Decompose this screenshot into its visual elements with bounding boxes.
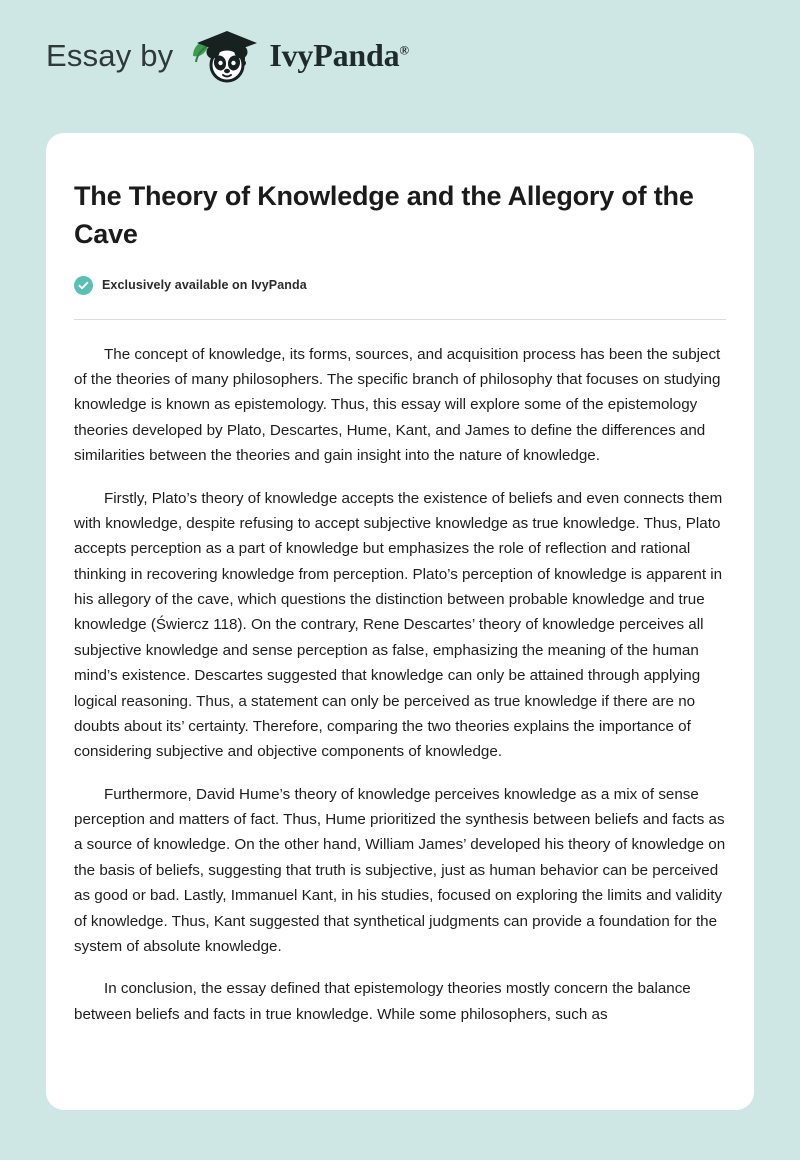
paragraph: In conclusion, the essay defined that epistemology theories mostly concern the balance between beliefs and facts in true knowledge. While some philosophers, such as (74, 980, 691, 1023)
brand-name (269, 37, 409, 74)
header-prefix-text: Essay by (46, 37, 174, 73)
brand-name-text: IvyPanda (269, 36, 400, 73)
status-badge-label: Exclusively available on IvyPanda (102, 278, 307, 293)
status-badge (74, 276, 726, 295)
essay-body (74, 342, 726, 1027)
site-header (0, 0, 800, 72)
check-circle-icon (74, 276, 93, 295)
paragraph: Furthermore, David Hume’s theory of knowledge perceives knowledge as a mix of sense perception and matters of fact. Thus, Hume prioritized the synthesis between beliefs and facts as a source of knowledge. On the other hand, William James’ developed his theory of knowledge on the basis of beliefs, suggesting that truth is subjective, just as human behavior can be perceived as good or bad. Lastly, Immanuel Kant, in his studies, focused on exploring the limits and validity of knowledge. Thus, Kant suggested that synthetical judgments can provide a foundation for the system of absolute knowledge. (74, 785, 726, 955)
brand-logo[interactable] (187, 26, 409, 84)
divider (74, 319, 726, 320)
essay-card (46, 133, 754, 1110)
ivypanda-panda-logo-icon (187, 26, 263, 84)
brand-trademark: ® (399, 41, 409, 57)
paragraph: Firstly, Plato’s theory of knowledge accepts the existence of beliefs and even connects them with knowledge, despite refusing to accept subjective knowledge as true knowledge. Thus, Plato accepts perception as a part of knowledge but emphasizes the role of reflection and rational thinking in recovering knowledge from perception. Plato’s perception of knowledge is apparent in his allegory of the cave, which questions the distinction between probable knowledge and true knowledge (Świercz 118). On the contrary, Rene Descartes’ theory of knowledge perceives all subjective knowledge and sense perception as false, emphasizing the meaning of the human mind’s existence. Descartes suggested that knowledge can only be attained through applying logical reasoning. Thus, a statement can only be perceived as true knowledge if there are no doubts about its’ certainty. Therefore, comparing the two theories explains the importance of considering subjective and objective components of knowledge. (74, 489, 723, 761)
paragraph: The concept of knowledge, its forms, sources, and acquisition process has been the subject of the theories of many philosophers. The specific branch of philosophy that focuses on studying knowledge is known as epistemology. Thus, this essay will explore some of the epistemology theories developed by Plato, Descartes, Hume, Kant, and James to define the differences and similarities between the theories and gain insight into the nature of knowledge. (74, 345, 721, 465)
page-title: The Theory of Knowledge and the Allegory of the Cave (74, 181, 694, 250)
